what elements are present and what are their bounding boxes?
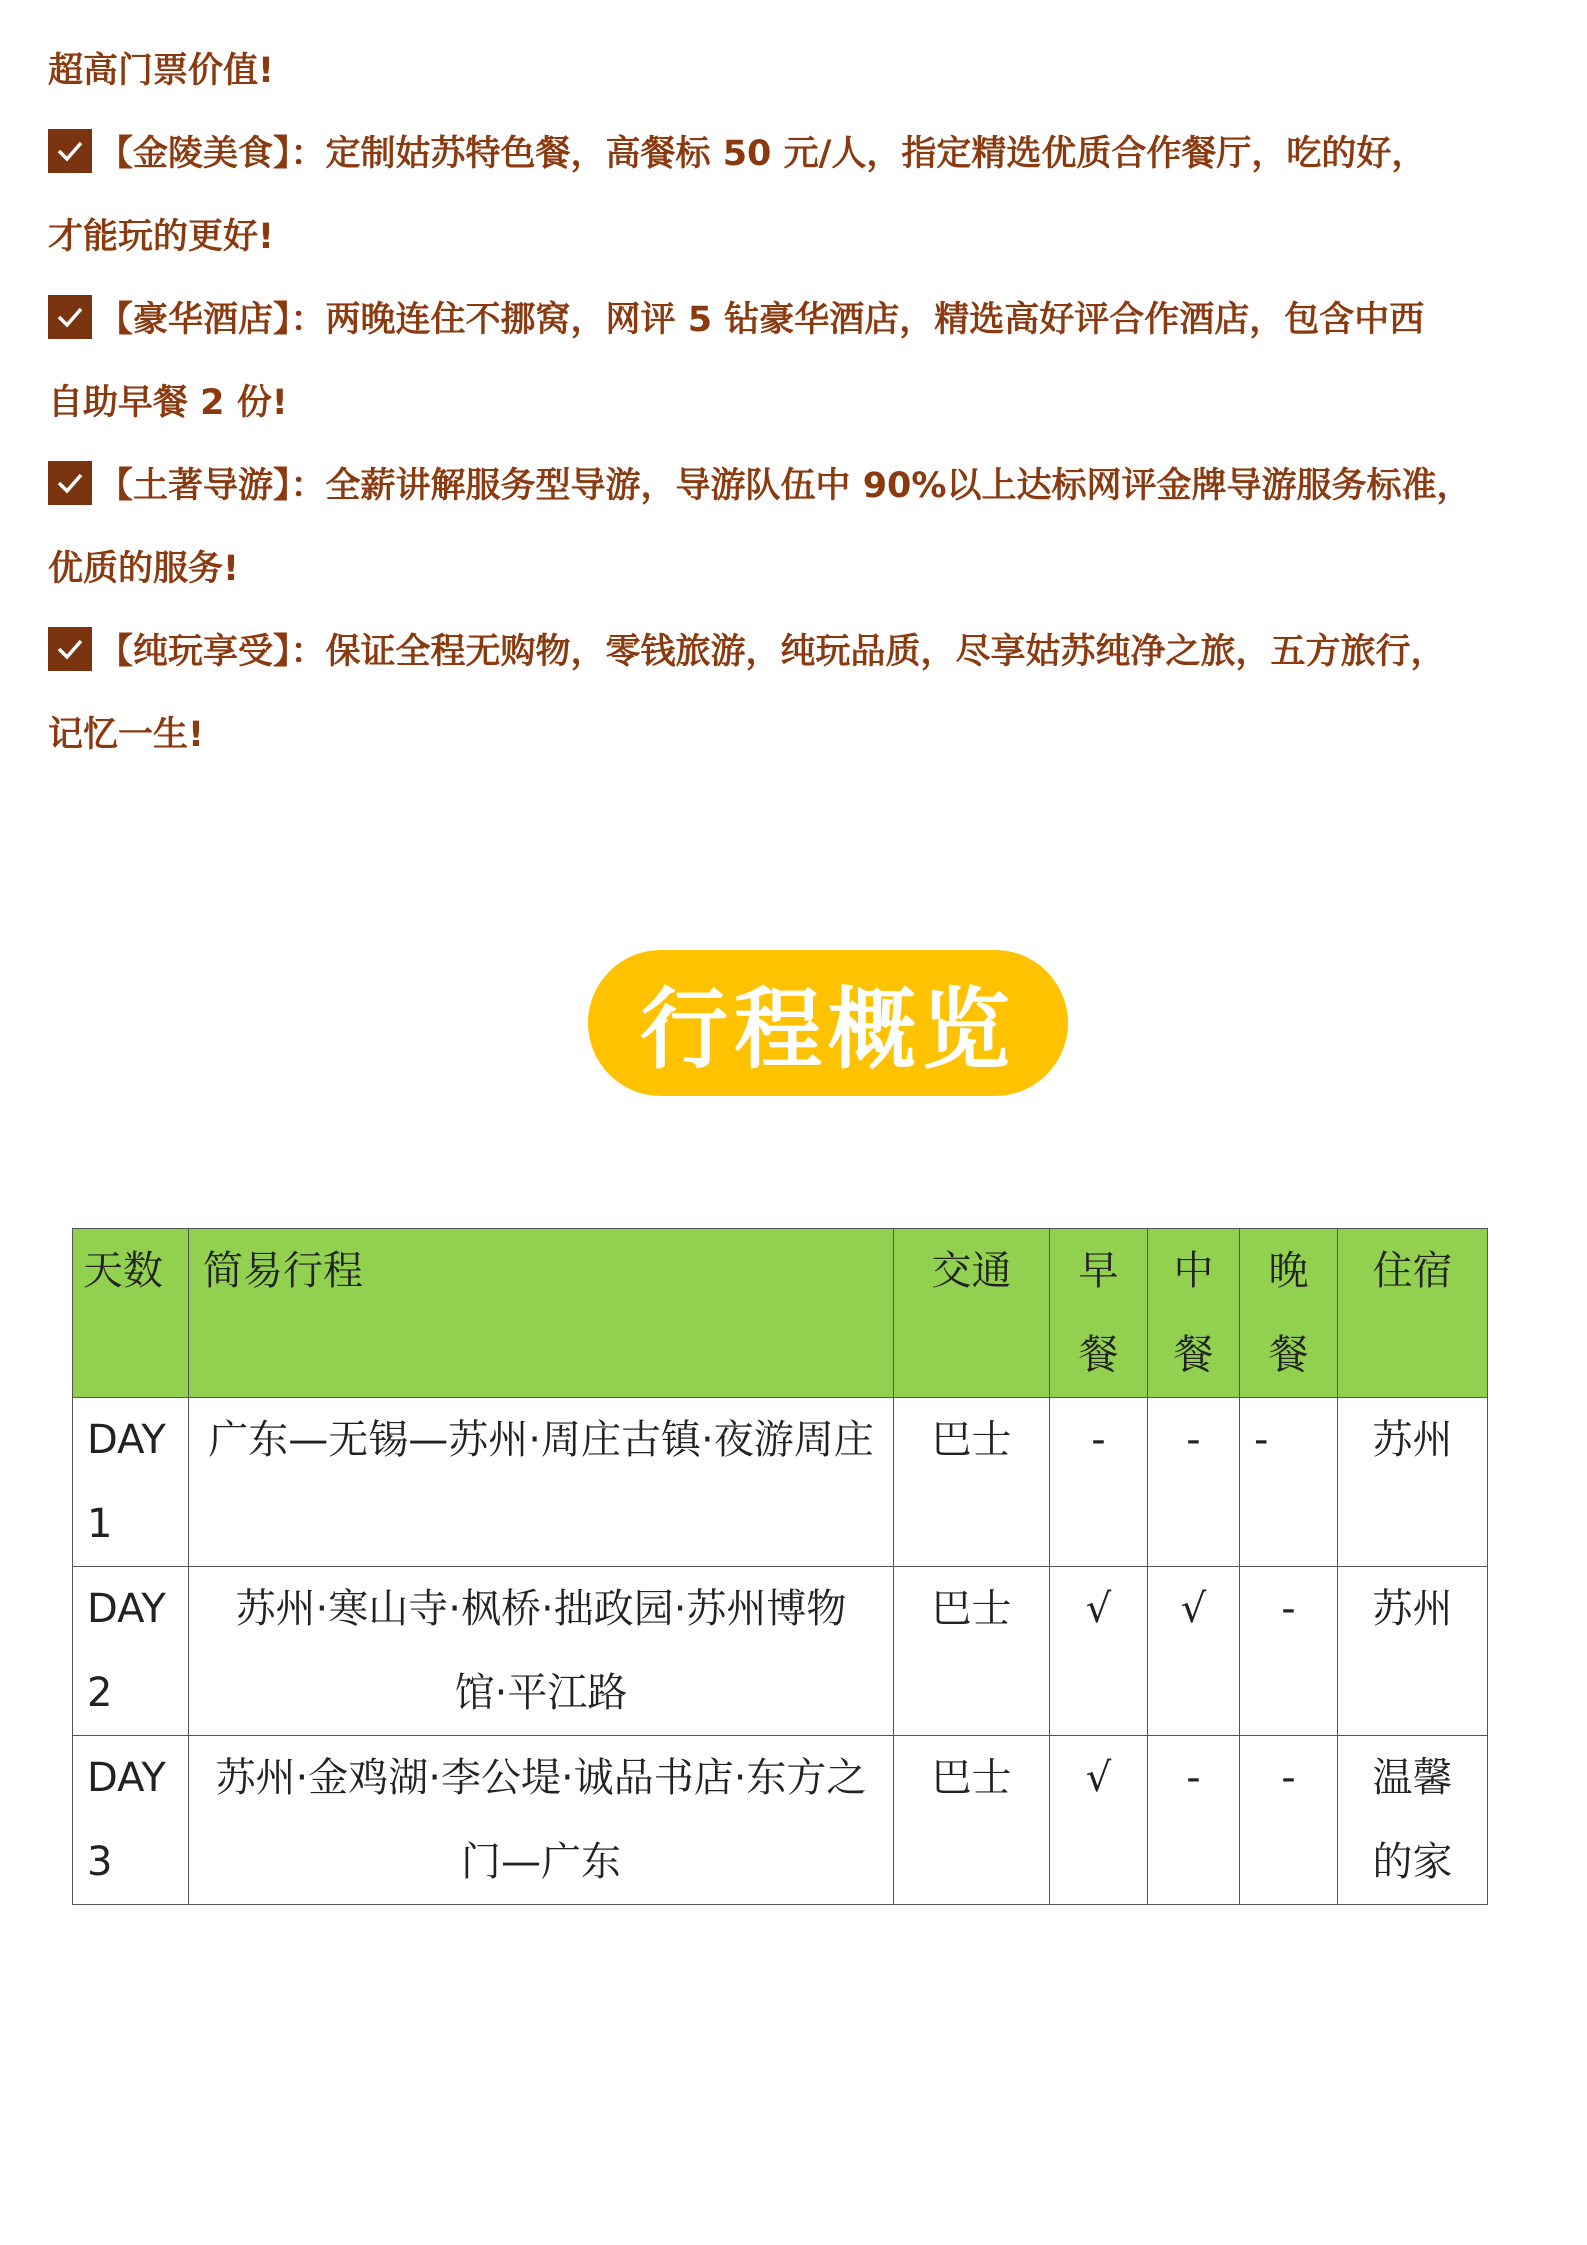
feature-cont: 优质的服务! (48, 549, 239, 589)
cell-hotel: 温馨的家 (1338, 1736, 1488, 1905)
feature-item-guide (48, 451, 1548, 534)
cell-transport: 巴士 (894, 1567, 1050, 1736)
cell-hotel: 苏州 (1338, 1398, 1488, 1567)
feature-lead: 【纯玩享受】： (98, 632, 326, 672)
cell-route: 广东—无锡—苏州·周庄古镇·夜游周庄 (189, 1398, 894, 1567)
feature-intro-cont: 超高门票价值! (48, 51, 274, 91)
col-header-route: 简易行程 (189, 1229, 894, 1398)
itinerary-table (72, 1228, 1488, 1905)
cell-breakfast: √ (1050, 1567, 1148, 1736)
feature-lead: 【金陵美食】： (98, 134, 326, 174)
checkbox-checked-icon (48, 627, 92, 671)
checkbox-checked-icon (48, 461, 92, 505)
checkbox-checked-icon (48, 295, 92, 339)
section-title: 行程概览 (639, 977, 1016, 1081)
cell-route: 苏州·金鸡湖·李公堤·诚品书店·东方之门—广东 (189, 1736, 894, 1905)
cell-dinner: - (1240, 1567, 1338, 1736)
feature-lead: 【土著导游】： (98, 466, 326, 506)
table-row (73, 1567, 1488, 1736)
cell-day: DAY3 (73, 1736, 189, 1905)
feature-cont: 记忆一生! (48, 715, 204, 755)
table-row (73, 1736, 1488, 1905)
table-row (73, 1398, 1488, 1567)
feature-text: 全薪讲解服务型导游，导游队伍中 90%以上达标网评金牌导游服务标准， (325, 466, 1472, 506)
col-header-breakfast: 早餐 (1050, 1229, 1148, 1398)
cell-route: 苏州·寒山寺·枫桥·拙政园·苏州博物馆·平江路 (189, 1567, 894, 1736)
cell-lunch: √ (1148, 1567, 1240, 1736)
feature-text: 定制姑苏特色餐，高餐标 50 元/人，指定精选优质合作餐厅，吃的好， (325, 134, 1427, 174)
section-title-badge (588, 950, 1068, 1096)
cell-dinner: - (1240, 1736, 1338, 1905)
cell-lunch: - (1148, 1398, 1240, 1567)
cell-dinner: - (1240, 1398, 1338, 1567)
checkbox-checked-icon (48, 129, 92, 173)
cell-breakfast: √ (1050, 1736, 1148, 1905)
feature-list (48, 36, 1548, 783)
col-header-dinner: 晚餐 (1240, 1229, 1338, 1398)
cell-day: DAY1 (73, 1398, 189, 1567)
col-header-transport: 交通 (894, 1229, 1050, 1398)
feature-item-pure-play (48, 617, 1548, 700)
col-header-day: 天数 (73, 1229, 189, 1398)
col-header-lunch: 中餐 (1148, 1229, 1240, 1398)
feature-cont: 才能玩的更好! (48, 217, 274, 257)
feature-cont: 自助早餐 2 份! (48, 383, 288, 423)
feature-text: 保证全程无购物，零钱旅游，纯玩品质，尽享姑苏纯净之旅，五方旅行， (325, 632, 1446, 672)
feature-item-hotel (48, 285, 1548, 368)
cell-transport: 巴士 (894, 1398, 1050, 1567)
feature-item-food (48, 119, 1548, 202)
cell-transport: 巴士 (894, 1736, 1050, 1905)
cell-day: DAY2 (73, 1567, 189, 1736)
feature-lead: 【豪华酒店】： (98, 300, 326, 340)
cell-lunch: - (1148, 1736, 1240, 1905)
cell-breakfast: - (1050, 1398, 1148, 1567)
col-header-hotel: 住宿 (1338, 1229, 1488, 1398)
cell-hotel: 苏州 (1338, 1567, 1488, 1736)
feature-text: 两晚连住不挪窝，网评 5 钻豪华酒店，精选高好评合作酒店，包含中西 (325, 300, 1425, 340)
table-header-row (73, 1229, 1488, 1398)
